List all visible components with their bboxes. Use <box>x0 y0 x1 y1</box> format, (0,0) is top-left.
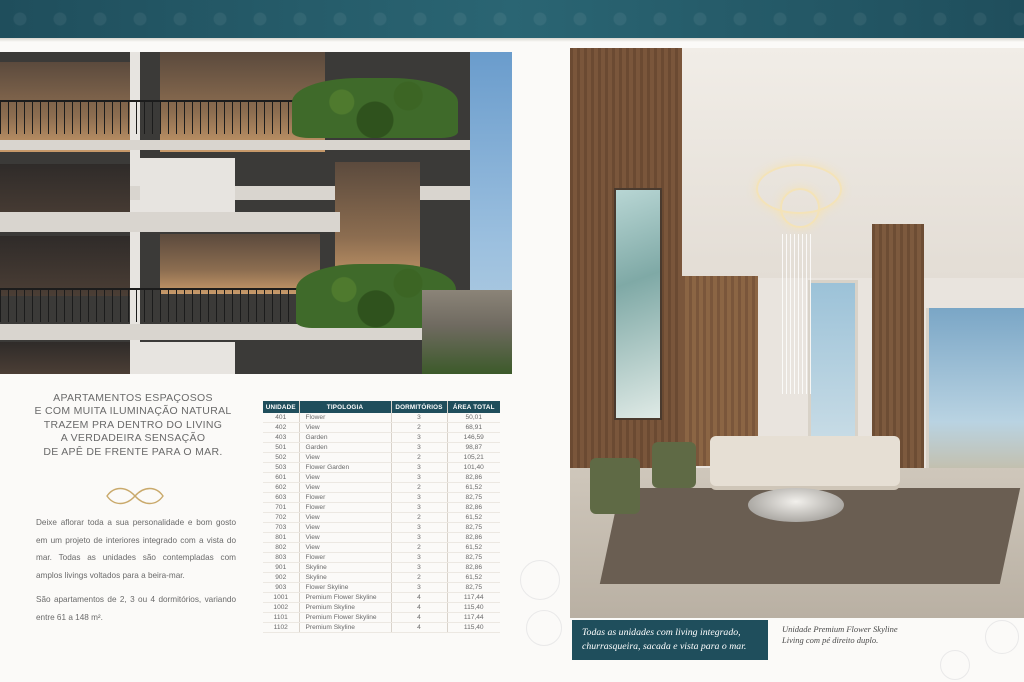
cell-area-total: 105,21 <box>447 453 500 463</box>
cell-dormitorios: 2 <box>391 573 447 583</box>
cell-tipologia: View <box>299 483 391 493</box>
cell-tipologia: View <box>299 423 391 433</box>
units-table <box>263 401 500 633</box>
table-row <box>263 433 500 443</box>
headline-line: APARTAMENTOS ESPAÇOSOS <box>53 392 213 404</box>
cell-area-total: 82,86 <box>447 533 500 543</box>
intro-paragraph: Deixe aflorar toda a sua personalidade e bom gosto em um projeto de interiores integrado com a vista do mar. Todas as unidades são contempladas com amplos livings voltados para a beira-mar. <box>36 518 236 580</box>
cell-area-total: 117,44 <box>447 613 500 623</box>
cell-area-total: 61,52 <box>447 513 500 523</box>
cell-dormitorios: 3 <box>391 503 447 513</box>
cell-area-total: 61,52 <box>447 543 500 553</box>
cell-dormitorios: 4 <box>391 613 447 623</box>
cell-area-total: 61,52 <box>447 483 500 493</box>
city-background <box>422 254 512 374</box>
crystal-pendant <box>782 234 812 394</box>
header-tipologia: TIPOLOGIA <box>299 401 391 413</box>
table-row <box>263 513 500 523</box>
chandelier-ring-small <box>780 188 820 228</box>
table-row <box>263 443 500 453</box>
cell-unidade: 801 <box>263 533 299 543</box>
table-row <box>263 623 500 633</box>
cell-area-total: 98,87 <box>447 443 500 453</box>
table-row <box>263 603 500 613</box>
cell-tipologia: Premium Flower Skyline <box>299 613 391 623</box>
infinity-ornament-icon <box>104 484 166 508</box>
cell-unidade: 603 <box>263 493 299 503</box>
headline-line: E COM MUITA ILUMINAÇÃO NATURAL <box>34 405 232 418</box>
headline <box>30 392 236 459</box>
cell-unidade: 901 <box>263 563 299 573</box>
caption-box <box>572 620 768 660</box>
table-row <box>263 463 500 473</box>
cell-tipologia: View <box>299 473 391 483</box>
cell-unidade: 903 <box>263 583 299 593</box>
cell-tipologia: View <box>299 523 391 533</box>
cell-dormitorios: 2 <box>391 423 447 433</box>
unit-caption-subtitle: Living com pé direito duplo. <box>782 635 879 645</box>
cell-unidade: 401 <box>263 413 299 423</box>
unit-caption <box>782 624 922 646</box>
cell-unidade: 601 <box>263 473 299 483</box>
bedrooms-paragraph: São apartamentos de 2, 3 ou 4 dormitórios, variando entre 61 a 148 m². <box>36 595 236 622</box>
cell-area-total: 117,44 <box>447 593 500 603</box>
cell-tipologia: View <box>299 513 391 523</box>
living-room-photo <box>570 48 1024 618</box>
sofa <box>710 436 900 486</box>
cell-area-total: 146,59 <box>447 433 500 443</box>
table-row <box>263 573 500 583</box>
table-row <box>263 543 500 553</box>
cell-area-total: 82,75 <box>447 583 500 593</box>
headline-line: TRAZEM PRA DENTRO DO LIVING <box>43 418 223 431</box>
cell-unidade: 802 <box>263 543 299 553</box>
cell-area-total: 61,52 <box>447 573 500 583</box>
table-row <box>263 413 500 423</box>
cell-area-total: 82,75 <box>447 523 500 533</box>
cell-dormitorios: 3 <box>391 473 447 483</box>
cell-unidade: 1101 <box>263 613 299 623</box>
cell-dormitorios: 3 <box>391 443 447 453</box>
cell-dormitorios: 2 <box>391 453 447 463</box>
cell-tipologia: Premium Skyline <box>299 623 391 633</box>
cell-tipologia: Premium Flower Skyline <box>299 593 391 603</box>
cell-unidade: 1102 <box>263 623 299 633</box>
cell-unidade: 803 <box>263 553 299 563</box>
cell-area-total: 115,40 <box>447 623 500 633</box>
cell-unidade: 703 <box>263 523 299 533</box>
cell-dormitorios: 2 <box>391 513 447 523</box>
cell-tipologia: View <box>299 453 391 463</box>
caption-line: Todas as unidades com living integrado, <box>582 627 741 638</box>
cell-dormitorios: 2 <box>391 543 447 553</box>
cell-tipologia: Flower <box>299 413 391 423</box>
cell-tipologia: View <box>299 533 391 543</box>
header-dormitorios: DORMITÓRIOS <box>391 401 447 413</box>
unit-caption-title: Unidade Premium Flower Skyline <box>782 624 898 634</box>
cell-tipologia: Flower Skyline <box>299 583 391 593</box>
cell-dormitorios: 3 <box>391 463 447 473</box>
cell-dormitorios: 3 <box>391 563 447 573</box>
cell-tipologia: View <box>299 543 391 553</box>
cell-tipologia: Flower <box>299 553 391 563</box>
cell-dormitorios: 4 <box>391 623 447 633</box>
cell-unidade: 502 <box>263 453 299 463</box>
cell-unidade: 503 <box>263 463 299 473</box>
cell-area-total: 82,75 <box>447 553 500 563</box>
top-banner <box>0 0 1024 38</box>
cell-tipologia: Premium Skyline <box>299 603 391 613</box>
cell-unidade: 1001 <box>263 593 299 603</box>
table-row <box>263 523 500 533</box>
cell-area-total: 82,86 <box>447 503 500 513</box>
table-row <box>263 533 500 543</box>
cell-dormitorios: 3 <box>391 433 447 443</box>
cell-unidade: 902 <box>263 573 299 583</box>
cell-dormitorios: 3 <box>391 533 447 543</box>
table-row <box>263 593 500 603</box>
cell-tipologia: Garden <box>299 443 391 453</box>
decorative-flower <box>520 560 560 600</box>
header-area-total: ÁREA TOTAL <box>447 401 500 413</box>
header-unidade: UNIDADE <box>263 401 299 413</box>
table-header-row <box>263 401 500 413</box>
table-body <box>263 413 500 633</box>
caption-line: churrasqueira, sacada e vista para o mar. <box>582 640 747 652</box>
cell-tipologia: Flower <box>299 493 391 503</box>
cell-dormitorios: 2 <box>391 483 447 493</box>
building-facade-photo <box>0 52 512 374</box>
cell-dormitorios: 3 <box>391 523 447 533</box>
table-row <box>263 583 500 593</box>
cell-area-total: 82,75 <box>447 493 500 503</box>
cell-dormitorios: 4 <box>391 603 447 613</box>
building-body <box>0 52 470 374</box>
cell-dormitorios: 3 <box>391 493 447 503</box>
table-row <box>263 473 500 483</box>
table-row <box>263 493 500 503</box>
table-row <box>263 483 500 493</box>
cell-tipologia: Flower <box>299 503 391 513</box>
cell-unidade: 501 <box>263 443 299 453</box>
cell-area-total: 50,01 <box>447 413 500 423</box>
cell-unidade: 702 <box>263 513 299 523</box>
cell-dormitorios: 3 <box>391 583 447 593</box>
cell-unidade: 1002 <box>263 603 299 613</box>
cell-tipologia: Flower Garden <box>299 463 391 473</box>
cell-unidade: 701 <box>263 503 299 513</box>
cell-area-total: 82,86 <box>447 563 500 573</box>
cell-dormitorios: 3 <box>391 553 447 563</box>
coffee-table <box>748 488 844 522</box>
banner-shadow <box>0 38 1024 42</box>
cell-area-total: 82,86 <box>447 473 500 483</box>
table-row <box>263 613 500 623</box>
cell-area-total: 68,91 <box>447 423 500 433</box>
cell-area-total: 115,40 <box>447 603 500 613</box>
cell-unidade: 402 <box>263 423 299 433</box>
cell-unidade: 403 <box>263 433 299 443</box>
armchair <box>652 442 696 488</box>
cell-tipologia: Skyline <box>299 563 391 573</box>
cell-tipologia: Garden <box>299 433 391 443</box>
decorative-flower <box>985 620 1019 654</box>
headline-line: DE APÊ DE FRENTE PARA O MAR. <box>43 445 223 458</box>
wall-artwork <box>614 188 662 420</box>
armchair <box>590 458 640 514</box>
table-row <box>263 503 500 513</box>
table-row <box>263 453 500 463</box>
cell-tipologia: Skyline <box>299 573 391 583</box>
table-row <box>263 423 500 433</box>
cell-dormitorios: 3 <box>391 413 447 423</box>
cell-unidade: 602 <box>263 483 299 493</box>
headline-line: A VERDADEIRA SENSAÇÃO <box>60 432 206 445</box>
table-row <box>263 553 500 563</box>
decorative-flower <box>526 610 562 646</box>
table-row <box>263 563 500 573</box>
decorative-flower <box>940 650 970 680</box>
cell-dormitorios: 4 <box>391 593 447 603</box>
balcony-plants-top <box>292 78 458 138</box>
cell-area-total: 101,40 <box>447 463 500 473</box>
